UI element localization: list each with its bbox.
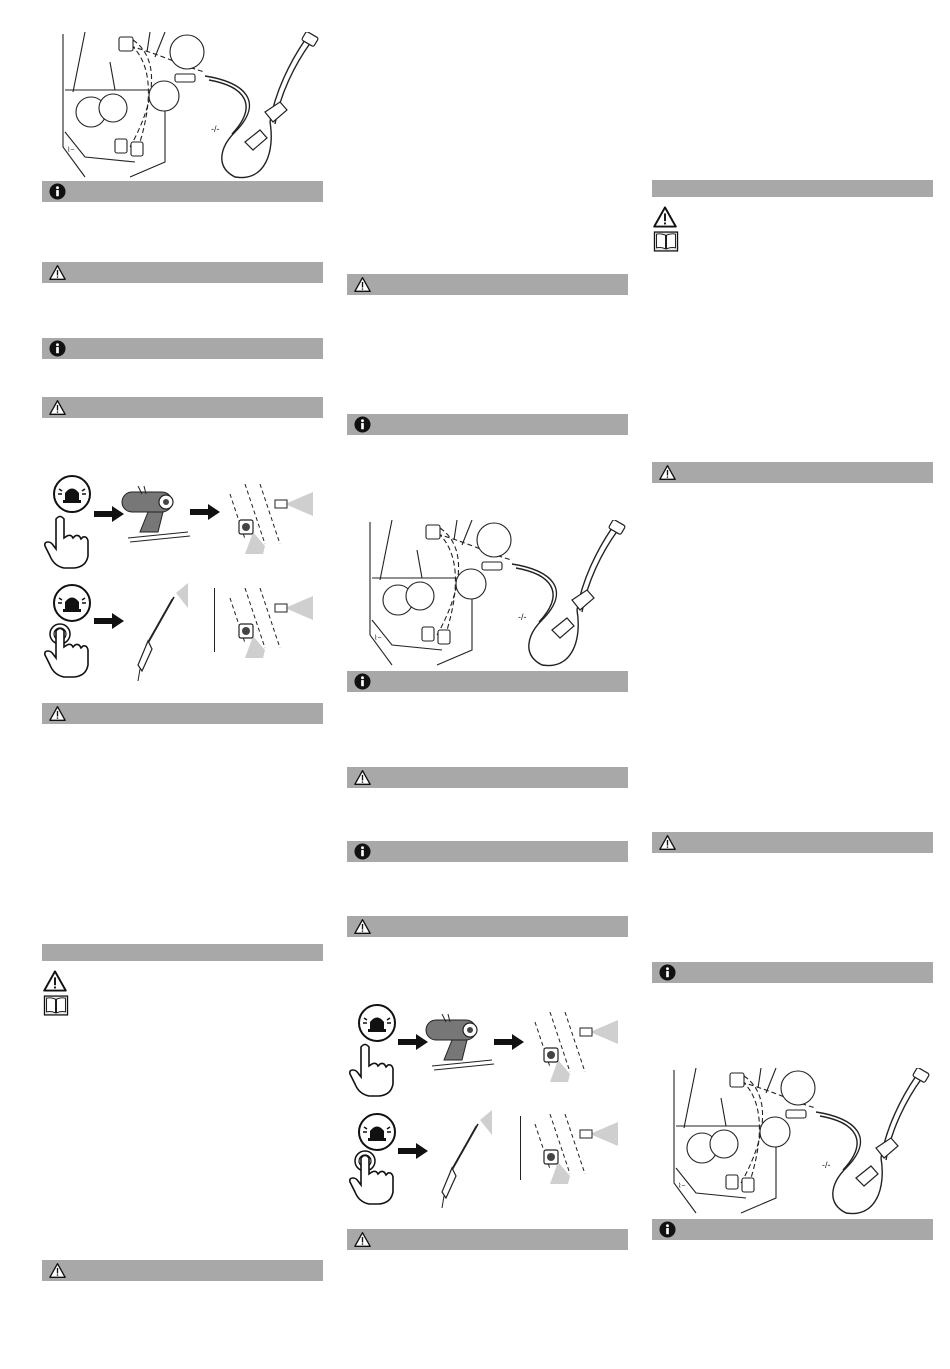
warning-icon [354, 918, 371, 935]
finger-press-icon [42, 514, 92, 569]
section-header-bar [652, 180, 933, 197]
warning-bar [42, 1260, 323, 1281]
warning-icon [653, 206, 677, 228]
warning-icon [49, 1262, 66, 1279]
warning-icon [354, 276, 371, 293]
finger-press-ring-icon [347, 1150, 397, 1205]
warning-icon [354, 1231, 371, 1248]
finger-press-icon [347, 1042, 397, 1097]
info-icon [49, 183, 66, 200]
manual-book-icon [43, 995, 69, 1016]
warning-bar [347, 1229, 628, 1250]
info-bar [347, 414, 628, 435]
roller-illustration [118, 486, 198, 546]
info-bar [42, 338, 323, 359]
warning-icon [659, 464, 676, 481]
warning-icon [49, 705, 66, 722]
roller-illustration [422, 1014, 502, 1074]
info-bar [652, 1219, 933, 1240]
divider-line [214, 588, 215, 652]
warning-bar [347, 274, 628, 295]
info-bar [347, 671, 628, 692]
section-header-bar [42, 944, 323, 961]
info-icon [354, 673, 371, 690]
spray-wand-illustration [432, 1110, 492, 1210]
info-icon [354, 416, 371, 433]
warning-bar [42, 262, 323, 283]
machine-hose-figure [55, 32, 325, 182]
warning-bar [652, 832, 933, 853]
manual-book-icon [653, 231, 679, 252]
warning-icon [49, 264, 66, 281]
info-bar [42, 181, 323, 202]
warning-bar [347, 767, 628, 788]
info-icon [659, 1221, 676, 1238]
nozzles-illustration [225, 484, 315, 554]
arrow-right-icon [190, 504, 220, 520]
beacon-icon [52, 474, 92, 514]
info-icon [354, 843, 371, 860]
beacon-icon [357, 1112, 397, 1152]
info-bar [347, 841, 628, 862]
spray-wand-illustration [128, 583, 188, 683]
warning-icon [659, 834, 676, 851]
warning-icon [49, 399, 66, 416]
warning-bar [652, 462, 933, 483]
warning-bar [42, 397, 323, 418]
arrow-right-icon [494, 1034, 524, 1050]
arrow-right-icon [398, 1143, 428, 1159]
info-icon [659, 964, 676, 981]
warning-icon [354, 769, 371, 786]
info-bar [652, 962, 933, 983]
info-icon [49, 340, 66, 357]
machine-hose-figure [666, 1068, 936, 1218]
warning-icon [43, 970, 67, 992]
nozzles-illustration [225, 588, 315, 658]
arrow-right-icon [94, 613, 124, 629]
divider-line [520, 1116, 521, 1180]
beacon-icon [52, 583, 92, 623]
nozzles-illustration [530, 1114, 620, 1184]
warning-bar [42, 703, 323, 724]
beacon-icon [357, 1003, 397, 1043]
nozzles-illustration [530, 1012, 620, 1082]
warning-bar [347, 916, 628, 937]
machine-hose-figure [362, 520, 632, 670]
finger-press-ring-icon [42, 623, 92, 678]
